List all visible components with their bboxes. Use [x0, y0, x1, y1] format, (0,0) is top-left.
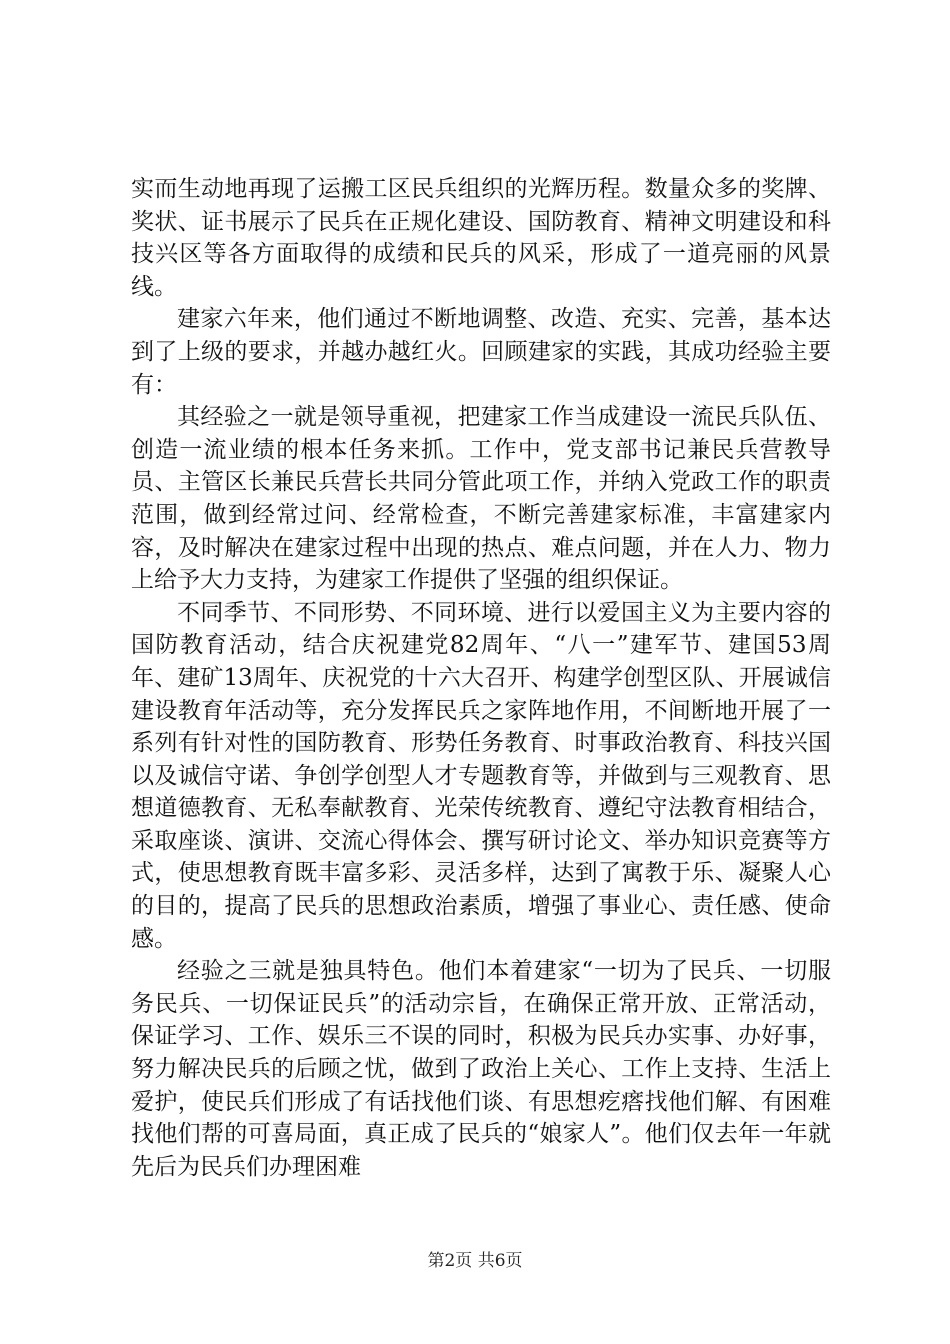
- paragraph-experience-one: 其经验之一就是领导重视，把建家工作当成建设一流民兵队伍、创造一流业绩的根本任务来抓。工作中，党支部书记兼民兵营教导员、主管区长兼民兵营长共同分管此项工作，并纳入党政工作的职责范围，做到经常过问、经常检查，不断完善建家标准，丰富建家内容，及时解决在建家过程中出现的热点、难点问题，并在人力、物力上给予大力支持，为建家工作提供了坚强的组织保证。: [131, 404, 831, 594]
- document-body: [131, 173, 831, 1183]
- paragraph-six-years: 建家六年来，他们通过不断地调整、改造、充实、完善，基本达到了上级的要求，并越办越红火。回顾建家的实践，其成功经验主要有：: [131, 306, 831, 398]
- paragraph-experience-three: 经验之三就是独具特色。他们本着建家“一切为了民兵、一切服务民兵、一切保证民兵”的活动宗旨，在确保正常开放、正常活动，保证学习、工作、娱乐三不误的同时，积极为民兵办实事、办好事，努力解决民兵的后顾之忧，做到了政治上关心、工作上支持、生活上爱护，使民兵们形成了有话找他们谈、有思想疙瘩找他们解、有困难找他们帮的可喜局面，真正成了民兵的“娘家人”。他们仅去年一年就先后为民兵们办理困难: [131, 958, 831, 1180]
- paragraph-national-defense-education: 不同季节、不同形势、不同环境、进行以爱国主义为主要内容的国防教育活动，结合庆祝建党82周年、“八一”建军节、建国53周年、建矿13周年、庆祝党的十六大召开、构建学创型区队、开展诚信建设教育年活动等，充分发挥民兵之家阵地作用，不间断地开展了一系列有针对性的国防教育、形势任务教育、时事政治教育、科技兴国以及诚信守诺、争创学创型人才专题教育等，并做到与三观教育、思想道德教育、无私奉献教育、光荣传统教育、遵纪守法教育相结合，采取座谈、演讲、交流心得体会、撰写研讨论文、举办知识竞赛等方式，使思想教育既丰富多彩、灵活多样，达到了寓教于乐、凝聚人心的目的，提高了民兵的思想政治素质，增强了事业心、责任感、使命感。: [131, 599, 831, 952]
- page-footer: 第2页 共6页: [427, 1251, 523, 1271]
- paragraph-continuation: 实而生动地再现了运搬工区民兵组织的光辉历程。数量众多的奖牌、奖状、证书展示了民兵在正规化建设、国防教育、精神文明建设和科技兴区等各方面取得的成绩和民兵的风采，形成了一道亮丽的风景线。: [131, 176, 831, 300]
